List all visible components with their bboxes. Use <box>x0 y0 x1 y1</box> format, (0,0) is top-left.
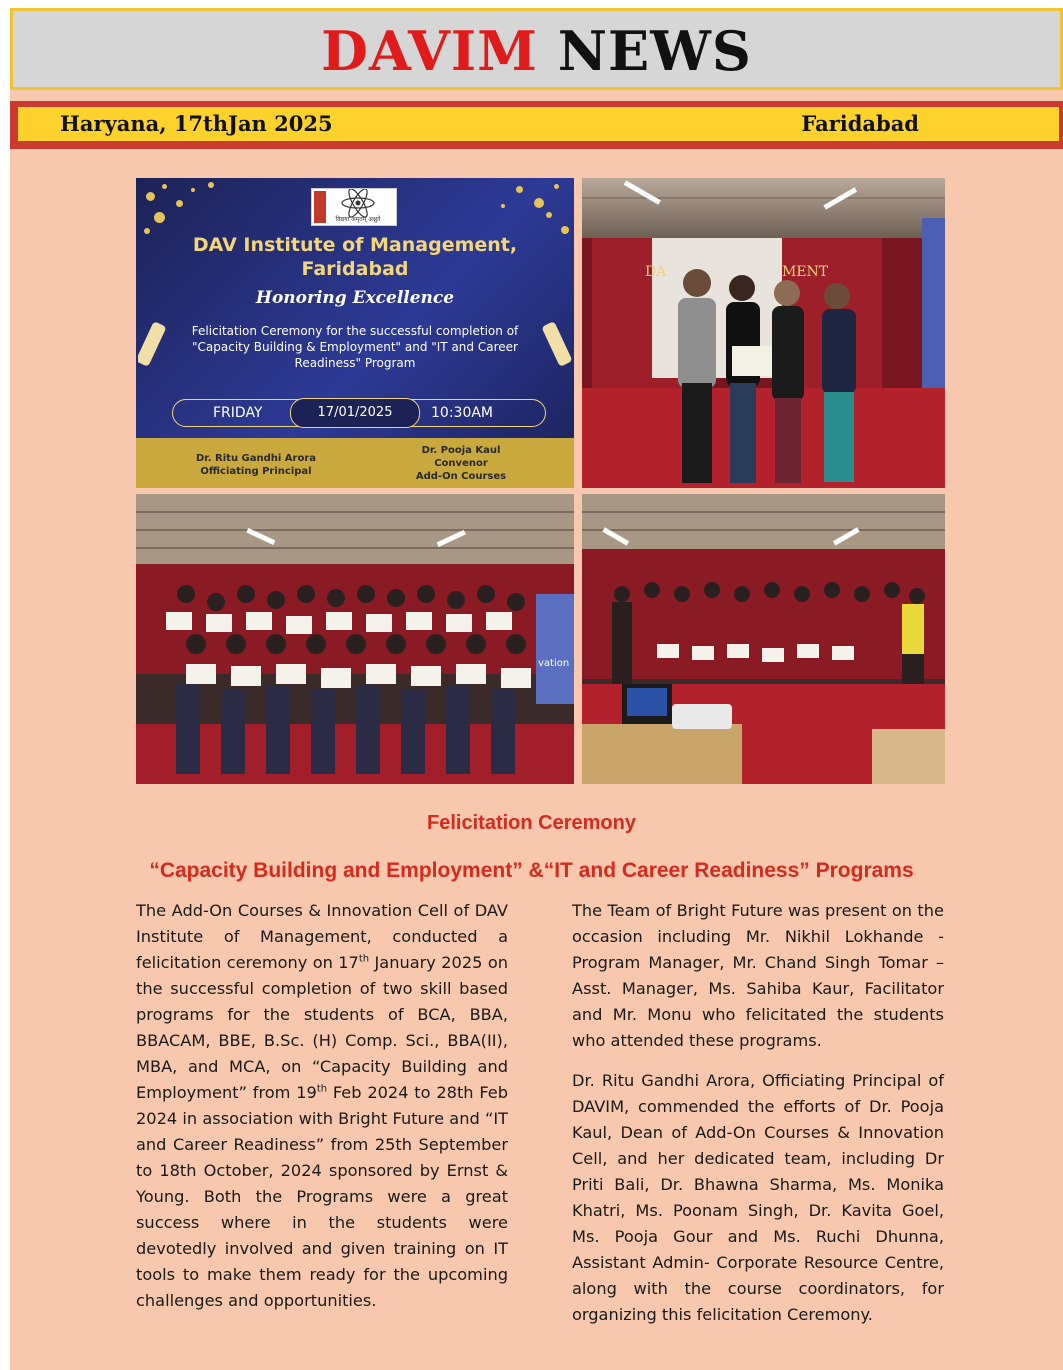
dateline-inner <box>18 107 1059 141</box>
poster-schedule <box>172 399 546 427</box>
logo-motto: विद्यया अमृतम् अश्नुते <box>335 216 381 223</box>
poster-time: 10:30AM <box>431 405 494 421</box>
poster-institute-line1: DAV Institute of Management, <box>192 234 518 256</box>
photo-stage-felicitation <box>582 178 945 488</box>
masthead-title-red: DAVIM <box>321 19 538 83</box>
poster-date: 17/01/2025 <box>290 398 420 428</box>
poster-convenor <box>391 444 531 483</box>
principal-title: Officiating Principal <box>200 466 312 477</box>
article-column-right <box>572 898 944 1342</box>
stage-banner-right-text: MENT <box>782 264 829 280</box>
poster-day: FRIDAY <box>213 405 263 421</box>
principal-name: Dr. Ritu Gandhi Arora <box>195 453 317 464</box>
poster-background <box>136 178 574 488</box>
institute-logo <box>311 188 397 226</box>
poster-principal <box>166 452 346 478</box>
poster-description: Felicitation Ceremony for the successful completion of "Capacity Building & Employment" and "IT and Career Readiness" Program <box>191 324 519 370</box>
article-heading: Felicitation Ceremony <box>427 812 636 834</box>
dateline-location-date: Haryana, 17thJan 2025 <box>60 111 333 136</box>
article-text: Feb 2024 to 28th Feb 2024 in association with Bright Future and “IT and Career Readiness” from 25th September to 18th October, 2024 sponsored by Ernst & Young. Both the Programs were a great success where in the students were devotedly involved and given training on IT tools to make them ready for the upcoming challenges and opportunities. <box>136 1083 508 1310</box>
ordinal-suffix: th <box>358 953 370 965</box>
photo-group-certificates <box>136 494 574 784</box>
banner-text: vation <box>538 658 570 669</box>
photo-auditorium-group <box>582 494 945 784</box>
scroll-left-icon <box>138 314 172 374</box>
article-paragraph: Dr. Ritu Gandhi Arora, Officiating Principal of DAVIM, commended the efforts of Dr. Pooja Kaul, Dean of Add-On Courses & Innovation Cell, and her dedicated team, including Dr Priti Bali, Dr. Bhawna Sharma, Ms. Monika Khatri, Ms. Poonam Singh, Dr. Kavita Goel, Ms. Pooja Gour and Ms. Ruchi Dhunna, Assistant Admin- Corporate Resource Centre, along with the course coordinators, for organizing this felicitation Ceremony. <box>572 1071 944 1324</box>
poster-footer <box>136 438 574 488</box>
ordinal-suffix: th <box>316 1083 328 1095</box>
poster-institute-line2: Faridabad <box>301 258 409 280</box>
photo-collage <box>136 178 945 784</box>
atom-logo-icon <box>312 189 396 225</box>
article-text: January 2025 on the successful completion of two skill based programs for the students of BCA, BBA, BBACAM, BBE, B.Sc. (H) Comp. Sci., BBA(II), MBA, and MCA, on “Capacity Building and Employment” from 19 <box>136 953 508 1102</box>
poster-tagline: Honoring Excellence <box>255 288 455 308</box>
article-paragraph: The Team of Bright Future was present on the occasion including Mr. Nikhil Lokhande - Program Manager, Mr. Chand Singh Tomar – Asst. Manager, Ms. Sahiba Kaur, Facilitator and Mr. Monu who felicitated the students who attended these programs. <box>572 901 944 1050</box>
scroll-right-icon <box>538 314 572 374</box>
convenor-subtitle: Add-On Courses <box>415 471 507 482</box>
article-text: The Add-On Courses & Innovation Cell of DAV Institute of Management, conducted a felicitation ceremony on 17 <box>136 901 508 972</box>
stage-banner-left-text: DA <box>645 264 667 280</box>
article-column-left <box>136 898 508 1328</box>
dateline-bar <box>10 101 1063 149</box>
convenor-name: Dr. Pooja Kaul <box>421 445 501 456</box>
masthead-title-black: NEWS <box>557 19 752 83</box>
poster-institute <box>136 233 574 281</box>
dateline-city: Faridabad <box>801 111 919 136</box>
event-poster <box>136 178 574 488</box>
newsletter-page <box>10 8 1063 1370</box>
projector-icon <box>672 704 732 729</box>
article-subheading: “Capacity Building and Employment” &“IT and Career Readiness” Programs <box>149 859 914 882</box>
article-paragraph <box>136 898 508 1314</box>
masthead-title <box>13 11 1060 91</box>
convenor-title: Convenor <box>434 458 488 469</box>
masthead <box>10 8 1063 90</box>
